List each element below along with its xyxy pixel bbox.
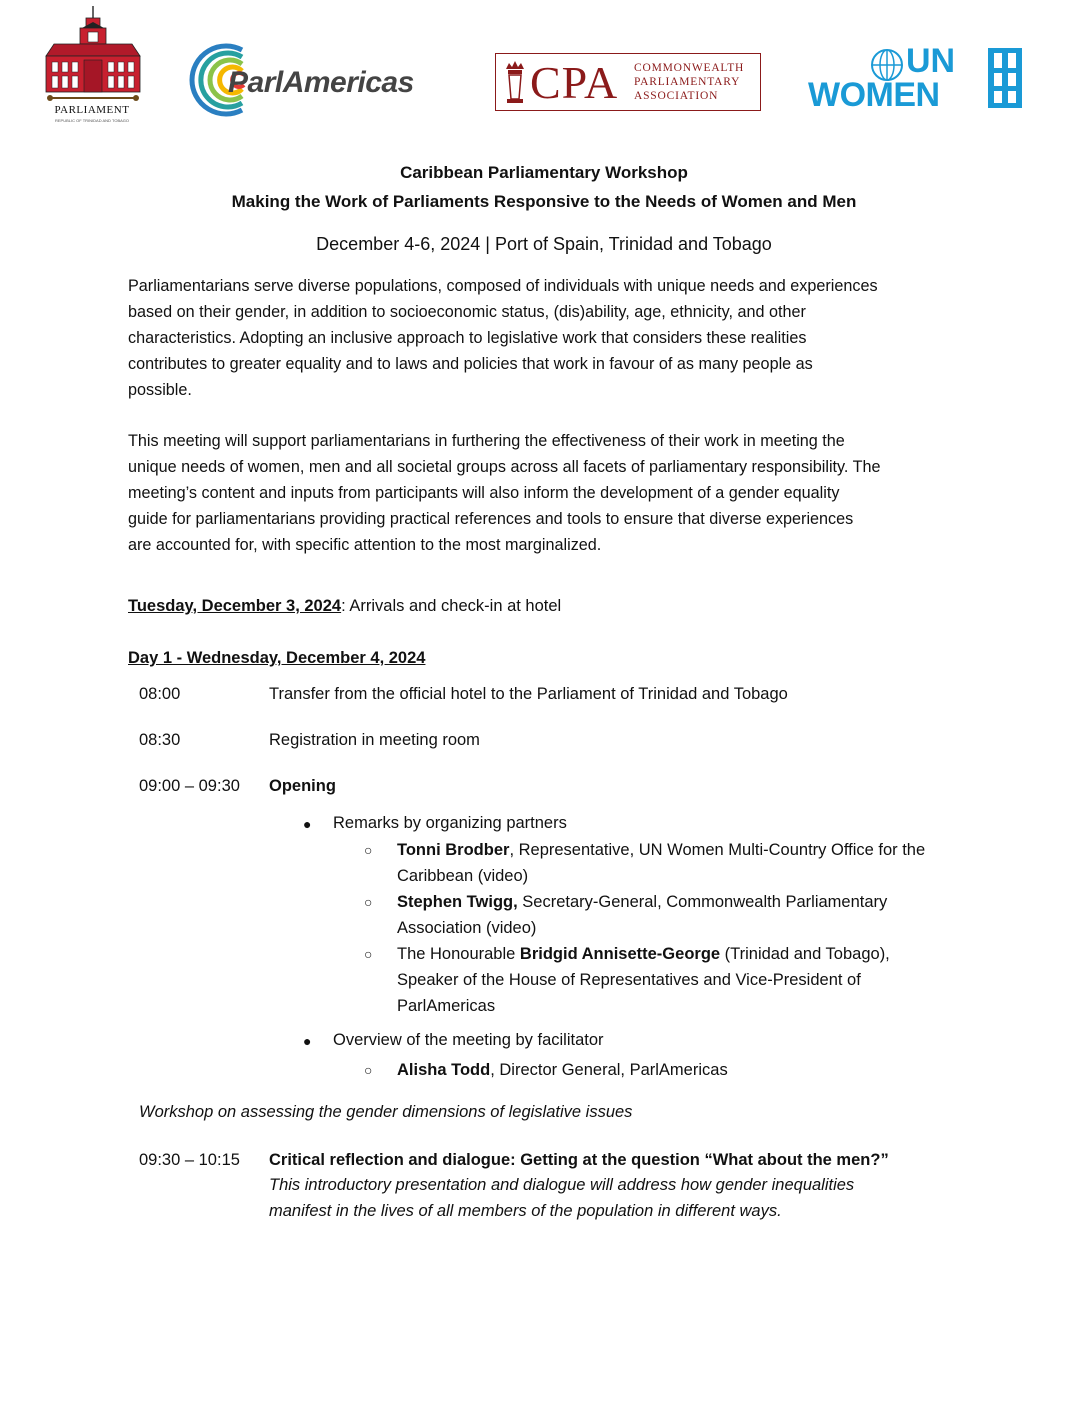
session-time: 09:00 – 09:30 bbox=[139, 777, 240, 795]
paragraph-line: unique needs of women, men and all societal groups across all facets of parliamentary responsibility. The bbox=[128, 458, 881, 476]
speaker-line bbox=[397, 1057, 728, 1083]
session-time: 08:30 bbox=[139, 731, 181, 749]
speaker-role: Secretary-General, Commonwealth Parliamentary bbox=[517, 893, 888, 911]
un-women-logo-women: WOMEN bbox=[808, 76, 940, 114]
session-time: 09:30 – 10:15 bbox=[139, 1151, 240, 1169]
bullet-icon: ● bbox=[303, 816, 312, 832]
circle-bullet-icon: ○ bbox=[364, 1062, 373, 1078]
parliament-logo-text: PARLIAMENT bbox=[54, 104, 130, 116]
speaker-entry bbox=[397, 837, 925, 889]
speaker-line: Association (video) bbox=[397, 919, 537, 937]
circle-bullet-icon: ○ bbox=[364, 842, 373, 858]
speaker-entry bbox=[397, 889, 887, 941]
paragraph-line: meeting’s content and inputs from participants will also inform the development of a gender equality bbox=[128, 484, 840, 502]
paragraph-line: characteristics. Adopting an inclusive approach to legislative work that considers these realities bbox=[128, 329, 807, 347]
workshop-title: Caribbean Parliamentary Workshop bbox=[400, 163, 688, 182]
session-text: Transfer from the official hotel to the Parliament of Trinidad and Tobago bbox=[269, 685, 788, 703]
speaker-country: (Trinidad and Tobago), bbox=[720, 945, 890, 963]
paragraph-line: guide for parliamentarians providing practical references and tools to ensure that diverse experiences bbox=[128, 510, 854, 528]
paragraph-line: are accounted for, with specific attention to the most marginalized. bbox=[128, 536, 602, 554]
workshop-section-heading: Workshop on assessing the gender dimensions of legislative issues bbox=[139, 1103, 633, 1121]
bullet-item: Remarks by organizing partners bbox=[333, 814, 567, 832]
speaker-line bbox=[397, 941, 890, 967]
day1-heading: Day 1 - Wednesday, December 4, 2024 bbox=[128, 649, 426, 667]
arrival-line bbox=[128, 597, 561, 616]
speaker-entry bbox=[397, 941, 890, 1019]
cpa-logo-abbr: CPA bbox=[530, 57, 619, 108]
speaker-line bbox=[397, 889, 887, 915]
intro-paragraph-1 bbox=[128, 273, 973, 403]
paragraph-line: Parliamentarians serve diverse populations, composed of individuals with unique needs and experiences bbox=[128, 277, 878, 295]
session-title-opening: Opening bbox=[269, 777, 336, 795]
session-time: 08:00 bbox=[139, 685, 181, 703]
paragraph-line: This meeting will support parliamentarians in furthering the effectiveness of their work in meeting the bbox=[128, 432, 845, 450]
arrival-date: Tuesday, December 3, 2024 bbox=[128, 597, 342, 615]
cpa-logo-line2: PARLIAMENTARY bbox=[634, 76, 741, 88]
circle-bullet-icon: ○ bbox=[364, 894, 373, 910]
parliament-logo-subtext: REPUBLIC OF TRINIDAD AND TOBAGO bbox=[54, 118, 129, 123]
parlamericas-logo bbox=[184, 42, 464, 118]
speaker-name: Stephen Twigg, bbox=[397, 893, 518, 911]
intro-paragraph-2 bbox=[128, 428, 973, 558]
bullet-icon: ● bbox=[303, 1033, 312, 1049]
arrival-text: : Arrivals and check-in at hotel bbox=[341, 597, 562, 615]
speaker-name: Tonni Brodber bbox=[397, 841, 510, 859]
dateline: December 4-6, 2024 | Port of Spain, Trinidad and Tobago bbox=[316, 234, 772, 254]
speaker-role: , Representative, UN Women Multi-Country Office for the bbox=[509, 841, 926, 859]
circle-bullet-icon: ○ bbox=[364, 946, 373, 962]
cpa-logo-line1: COMMONWEALTH bbox=[634, 62, 745, 74]
session-description: manifest in the lives of all members of the population in different ways. bbox=[269, 1202, 782, 1220]
bullet-item: Overview of the meeting by facilitator bbox=[333, 1031, 604, 1049]
facilitator-role: , Director General, ParlAmericas bbox=[490, 1061, 728, 1079]
speaker-line: Caribbean (video) bbox=[397, 867, 529, 885]
paragraph-line: based on their gender, in addition to socioeconomic status, (dis)ability, age, ethnicity, and other bbox=[128, 303, 806, 321]
speaker-line: ParlAmericas bbox=[397, 997, 496, 1015]
speaker-line bbox=[397, 837, 925, 863]
speaker-name: Bridgid Annisette-George bbox=[519, 945, 721, 963]
workshop-subtitle: Making the Work of Parliaments Responsive to the Needs of Women and Men bbox=[231, 192, 857, 211]
parlamericas-logo-text: ParlAmericas bbox=[228, 66, 414, 99]
paragraph-line: contributes to greater equality and to laws and policies that work in favour of as many people as bbox=[128, 355, 813, 373]
cpa-logo-line3: ASSOCIATION bbox=[634, 90, 719, 102]
session-text: Registration in meeting room bbox=[269, 731, 480, 749]
un-women-logo bbox=[808, 42, 1028, 114]
session-description: This introductory presentation and dialogue will address how gender inequalities bbox=[269, 1176, 855, 1194]
facilitator-name: Alisha Todd bbox=[397, 1061, 491, 1079]
paragraph-line: possible. bbox=[128, 381, 192, 399]
facilitator-entry bbox=[397, 1057, 728, 1083]
cpa-logo bbox=[495, 53, 761, 111]
speaker-honorific: The Honourable bbox=[397, 945, 520, 963]
speaker-line: Speaker of the House of Representatives and Vice-President of bbox=[397, 971, 861, 989]
parliament-logo bbox=[42, 4, 142, 126]
session-title: Critical reflection and dialogue: Getting at the question “What about the men?” bbox=[269, 1151, 889, 1169]
un-women-logo-un: UN bbox=[906, 42, 956, 80]
